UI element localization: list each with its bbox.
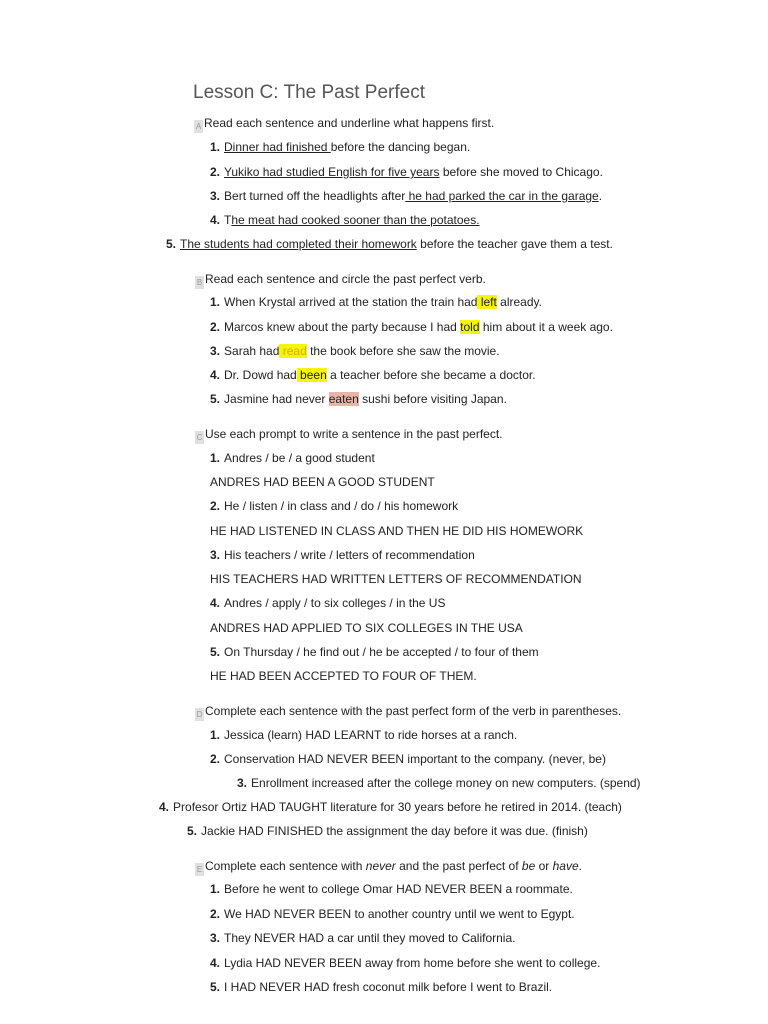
instruction-text: or — [535, 859, 553, 873]
item-number: 2. — [210, 320, 221, 334]
section-b-item — [210, 319, 613, 335]
item-number: 5. — [210, 980, 221, 994]
item-text: already. — [496, 295, 542, 309]
instruction-text: Complete each sentence with — [205, 859, 366, 873]
section-c-answer: HIS TEACHERS HAD WRITTEN LETTERS OF RECOMMENDATION — [210, 572, 582, 586]
underlined-clause: he had parked the car in the garage — [405, 189, 599, 203]
item-text: before the teacher gave them a test. — [416, 237, 613, 251]
section-e-item — [210, 930, 515, 946]
section-c-prompt — [210, 547, 475, 563]
item-number: 5. — [210, 392, 221, 406]
section-e-letter: E — [196, 865, 203, 874]
item-number: 4. — [210, 596, 221, 610]
item-text: They NEVER HAD a car until they moved to California. — [224, 931, 516, 945]
page-title: Lesson C: The Past Perfect — [193, 82, 425, 103]
section-c-prompt — [210, 595, 445, 611]
instruction-text: . — [578, 859, 582, 873]
item-text: T — [224, 213, 232, 227]
section-c-prompt — [210, 498, 458, 514]
instruction-emphasis: be — [521, 859, 536, 873]
section-b-item — [210, 391, 507, 407]
section-a-instruction-line — [194, 115, 494, 133]
item-number: 2. — [210, 165, 221, 179]
item-text: When Krystal arrived at the station the train had — [224, 295, 478, 309]
section-a-item — [210, 139, 470, 155]
section-a-letter: A — [195, 122, 202, 131]
section-a-item — [210, 164, 603, 180]
item-text: . — [598, 189, 603, 203]
section-b-item — [210, 343, 500, 359]
prompt-text: His teachers / write / letters of recommendation — [224, 548, 475, 562]
section-b-instruction-line — [195, 271, 486, 289]
item-text: Sarah had — [224, 344, 280, 358]
item-text: I HAD NEVER HAD fresh coconut milk before I went to Brazil. — [224, 980, 553, 994]
section-a-item — [166, 236, 613, 252]
section-e-item — [210, 881, 573, 897]
section-d-instruction-line — [195, 703, 621, 721]
item-number: 1. — [210, 451, 221, 465]
underlined-clause: The students had completed their homework — [180, 237, 417, 251]
item-text: before she moved to Chicago. — [439, 165, 603, 179]
section-b-item — [210, 294, 542, 310]
item-text: Bert turned off the headlights after — [224, 189, 406, 203]
item-text: sushi before visiting Japan. — [358, 392, 507, 406]
item-number: 2. — [210, 752, 221, 766]
item-text: Lydia HAD NEVER BEEN away from home before she went to college. — [224, 956, 601, 970]
item-number: 5. — [166, 237, 177, 251]
section-b-letter: B — [196, 278, 203, 287]
highlighted-verb: eaten — [328, 392, 359, 406]
item-number: 4. — [159, 800, 170, 814]
item-text: Jessica (learn) HAD LEARNT to ride horses at a ranch. — [224, 728, 518, 742]
item-text: Jackie HAD FINISHED the assignment the day before it was due. (finish) — [201, 824, 588, 838]
item-number: 4. — [210, 213, 221, 227]
section-d-instruction: Complete each sentence with the past perfect form of the verb in parentheses. — [205, 704, 622, 718]
highlighted-verb: told — [460, 320, 480, 334]
item-text: Marcos knew about the party because I had — [224, 320, 461, 334]
item-number: 4. — [210, 956, 221, 970]
prompt-text: He / listen / in class and / do / his homework — [224, 499, 459, 513]
item-number: 1. — [210, 295, 221, 309]
item-number: 1. — [210, 140, 221, 154]
item-text: before the dancing began. — [330, 140, 471, 154]
section-d-item — [159, 799, 622, 815]
prompt-text: Andres / be / a good student — [224, 451, 375, 465]
section-c-letter: C — [196, 433, 203, 442]
section-c-answer: HE HAD LISTENED IN CLASS AND THEN HE DID HIS HOMEWORK — [210, 524, 584, 538]
section-a-instruction: Read each sentence and underline what happens first. — [204, 116, 495, 130]
item-text: Conservation HAD NEVER BEEN important to the company. (never, be) — [224, 752, 606, 766]
item-text: Dr. Dowd had — [224, 368, 297, 382]
prompt-text: Andres / apply / to six colleges / in the US — [224, 596, 446, 610]
item-number: 3. — [210, 189, 221, 203]
item-text: him about it a week ago. — [479, 320, 613, 334]
section-d-item — [187, 823, 588, 839]
instruction-text: and the past perfect of — [395, 859, 522, 873]
item-number: 5. — [187, 824, 198, 838]
section-c-answer: ANDRES HAD BEEN A GOOD STUDENT — [210, 475, 435, 489]
section-b-instruction: Read each sentence and circle the past perfect verb. — [205, 272, 486, 286]
section-e-item — [210, 906, 575, 922]
section-e-item — [210, 955, 600, 971]
item-number: 2. — [210, 499, 221, 513]
section-c-answer: ANDRES HAD APPLIED TO SIX COLLEGES IN THE USA — [210, 621, 523, 635]
item-text: Jasmine had never — [224, 392, 329, 406]
section-c-prompt — [210, 450, 375, 466]
item-text: Enrollment increased after the college money on new computers. (spend) — [251, 776, 641, 790]
item-number: 4. — [210, 368, 221, 382]
highlighted-verb: been — [296, 368, 327, 382]
section-c-prompt — [210, 644, 539, 660]
underlined-clause: Yukiko had studied English for five years — [224, 165, 440, 179]
prompt-text: On Thursday / he find out / he be accepted / to four of them — [224, 645, 539, 659]
section-d-item — [210, 751, 606, 767]
item-text: Profesor Ortiz HAD TAUGHT literature for 30 years before he retired in 2014. (teach) — [173, 800, 622, 814]
section-c-instruction-line — [195, 426, 503, 444]
item-text: a teacher before she became a doctor. — [326, 368, 536, 382]
section-d-letter: D — [196, 710, 203, 719]
section-c-answer: HE HAD BEEN ACCEPTED TO FOUR OF THEM. — [210, 669, 477, 683]
item-number: 3. — [210, 548, 221, 562]
item-number: 2. — [210, 907, 221, 921]
item-number: 3. — [210, 931, 221, 945]
section-e-item — [210, 979, 552, 995]
highlighted-verb: read — [279, 344, 307, 358]
section-a-item — [210, 188, 602, 204]
item-number: 3. — [237, 776, 248, 790]
section-e-instruction-line — [195, 858, 582, 876]
underlined-clause: Dinner had finished — [224, 140, 331, 154]
item-number: 1. — [210, 728, 221, 742]
section-d-item — [237, 775, 641, 791]
item-text: the book before she saw the movie. — [306, 344, 500, 358]
item-text: We HAD NEVER BEEN to another country until we went to Egypt. — [224, 907, 575, 921]
highlighted-verb: left — [477, 295, 497, 309]
section-b-item — [210, 367, 536, 383]
section-d-item — [210, 727, 517, 743]
section-a-item — [210, 212, 480, 228]
item-text: Before he went to college Omar HAD NEVER BEEN a roommate. — [224, 882, 573, 896]
item-number: 1. — [210, 882, 221, 896]
item-number: 3. — [210, 344, 221, 358]
instruction-emphasis: never — [365, 859, 396, 873]
section-c-instruction: Use each prompt to write a sentence in the past perfect. — [205, 427, 503, 441]
item-number: 5. — [210, 645, 221, 659]
instruction-emphasis: have — [552, 859, 579, 873]
underlined-clause: he meat had cooked sooner than the potatoes. — [231, 213, 480, 227]
